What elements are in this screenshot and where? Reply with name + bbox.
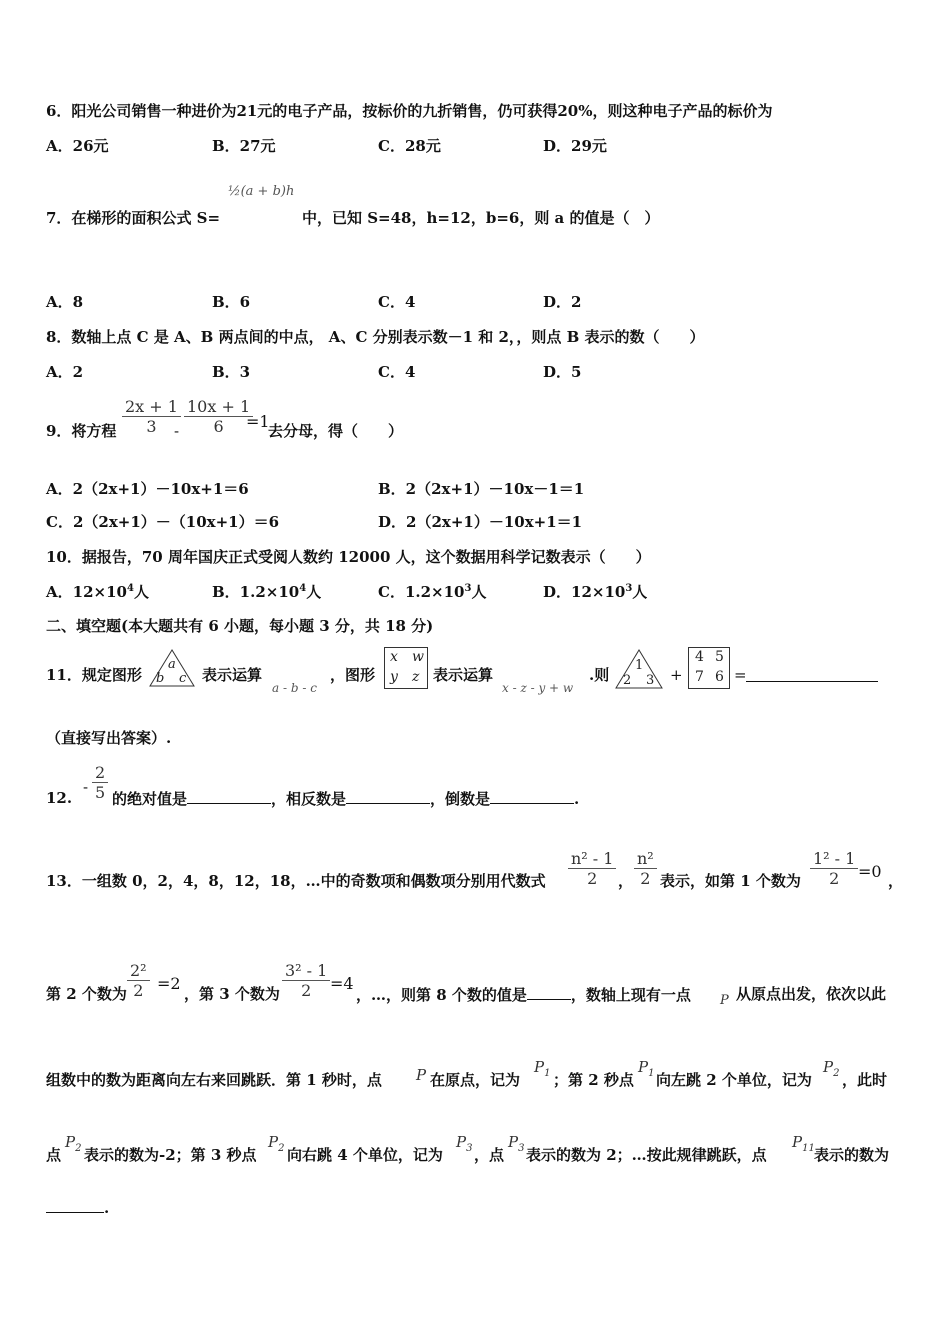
q12-sign: - <box>83 778 89 796</box>
q13-line3-p1b: $P_1$ <box>638 1058 655 1079</box>
tri-c-label: c <box>179 671 187 686</box>
q9-option-d: D．2（2x+1）－10x+1＝1 <box>378 513 583 531</box>
q13-line4-e: 表示的数为 2；…按此规律跳跃，点 <box>526 1146 767 1164</box>
q10-option-c: C．$1.2\times 10^3$人 <box>378 583 487 601</box>
q9-fraction-1 <box>122 397 181 436</box>
q13-line3-p: P <box>416 1066 427 1084</box>
q13-line4-p2: $P_2$ <box>65 1133 82 1154</box>
q12-blank-reciprocal[interactable] <box>490 791 574 804</box>
q13-fraction-first: $\frac{\text{1² - 1}}{2}$ <box>810 849 858 888</box>
q13-line3-p2: $P_2$ <box>823 1058 840 1079</box>
q11-box-4576: 4 5 7 6 <box>688 647 730 689</box>
tri-a-label: a <box>168 657 176 672</box>
q11-pre: 11．规定图形 <box>46 666 142 684</box>
q7-stem-pre: 7．在梯形的面积公式 S= <box>46 209 221 227</box>
q13-blank-8th[interactable] <box>527 987 571 1000</box>
q13-line2-e: 从原点出发，依次以此 <box>736 985 887 1003</box>
q13-line4-f: 表示的数为 <box>814 1146 890 1164</box>
q9-equals: =1 <box>246 412 270 431</box>
q13-line4-p2b: $P_2$ <box>268 1133 285 1154</box>
q11-triangle-123 <box>614 648 664 690</box>
q13-blank-p11[interactable] <box>46 1200 104 1213</box>
q13-line4-d: ，点 <box>474 1146 505 1164</box>
q9-fraction-2-denominator: 6 <box>184 416 253 436</box>
q13-line4-p3b: $P_3$ <box>508 1133 525 1154</box>
q8-option-a: A．2 <box>46 363 84 381</box>
q13-first-eq: =0 <box>858 862 882 881</box>
q12-blank-opposite[interactable] <box>346 791 430 804</box>
q13-fraction-odd: $\frac{\text{n² - 1}}{2}$ <box>568 849 616 888</box>
q13-line3-a: 组数中的数为距离向左右来回跳跃．第 1 秒时，点 <box>46 1071 382 1089</box>
q13-fraction-third: $\frac{\text{3² - 1}}{2}$ <box>282 961 330 1000</box>
q13-second-eq: =2 <box>157 974 181 993</box>
q7-option-b: B．6 <box>212 293 251 311</box>
q13-line3-d: 向左跳 2 个单位，记为 <box>656 1071 812 1089</box>
q13-line2-a: 第 2 个数为 <box>46 985 127 1003</box>
q11-comma: ，图形 <box>330 666 376 684</box>
q13-line4-a: 点 <box>46 1146 62 1164</box>
q6-option-c: C．28元 <box>378 137 441 155</box>
q6-option-b: B．27元 <box>212 137 276 155</box>
q8-option-b: B．3 <box>212 363 251 381</box>
q13-line2-b: ，第 3 个数为 <box>184 985 280 1003</box>
q12-number: 12. <box>46 789 73 807</box>
q11-triangle-abc <box>148 648 196 688</box>
q9-minus: - <box>174 422 180 440</box>
q7-option-c: C．4 <box>378 293 416 311</box>
q8-option-c: C．4 <box>378 363 416 381</box>
q13-sep: ， <box>618 872 634 890</box>
q9-fraction-1-numerator: 2x + 1 <box>125 397 178 416</box>
q10-option-a: A．$12\times 10^4$人 <box>46 583 149 601</box>
q9-stem-pre: 9．将方程 <box>46 422 117 440</box>
q7-stem-post: 中，已知 S=48，h=12，b=6，则 a 的值是（ ） <box>302 209 660 227</box>
q9-option-b: B．2（2x+1）－10x－1＝1 <box>378 480 585 498</box>
tri2-right-label: 3 <box>646 673 655 688</box>
section-2-title: 二、填空题(本大题共有 6 小题，每小题 3 分，共 18 分) <box>46 617 434 635</box>
q12-text: 的绝对值是 ，相反数是 ，倒数是 . <box>112 790 580 808</box>
q11-plus: + <box>670 666 683 684</box>
q9-option-a: A．2（2x+1）－10x+1＝6 <box>46 480 249 498</box>
tri2-top-label: 1 <box>635 658 644 673</box>
q13-line1-pre: 13．一组数 0，2，4，8，12，18，…中的奇数项和偶数项分别用代数式 <box>46 872 546 890</box>
q10-option-d: D．$12\times 10^3$人 <box>543 583 648 601</box>
q6-option-a: A．26元 <box>46 137 109 155</box>
q13-line4-p3: $P_3$ <box>456 1133 473 1154</box>
q13-fraction-even: $\frac{\text{n²}}{2}$ <box>634 849 657 888</box>
q13-line4-p11: $P_{11}$ <box>792 1133 815 1154</box>
q7-option-d: D．2 <box>543 293 582 311</box>
q11-expr2: x - z - y + w <box>502 681 574 695</box>
q13-final: . <box>46 1200 109 1216</box>
q9-fraction-2 <box>184 397 253 436</box>
q12-fraction-denominator: 5 <box>92 782 108 802</box>
q8-stem: 8．数轴上点 C 是 A、B 两点间的中点， A、C 分别表示数－1 和 2，，则点 B 表示的数（ ） <box>46 328 705 346</box>
q11-box-xwyz: x w y z <box>384 647 428 689</box>
q13-line3-c: ；第 2 秒点 <box>553 1071 634 1089</box>
q12-fraction-numerator: 2 <box>95 763 106 782</box>
q13-line4-b: 表示的数为-2；第 3 秒点 <box>84 1146 257 1164</box>
q13-line2-c: ，…，则第 8 个数的值是 ，数轴上现有一点 <box>356 986 691 1004</box>
q13-line4-c: 向右跳 4 个单位，记为 <box>287 1146 443 1164</box>
q12-fraction <box>92 763 108 802</box>
q13-third-eq: =4 <box>330 974 354 993</box>
q13-line3-b: 在原点，记为 <box>430 1071 521 1089</box>
tri2-left-label: 2 <box>623 673 632 688</box>
q11-note: （直接写出答案）. <box>46 729 172 747</box>
q11-op2: 表示运算 <box>433 666 494 684</box>
q6-option-d: D．29元 <box>543 137 607 155</box>
tri-b-label: b <box>156 671 165 686</box>
q6-stem: 6．阳光公司销售一种进价为21元的电子产品，按标价的九折销售，仍可获得20%，则这种电子产品的标价为 <box>46 102 773 120</box>
q10-stem: 10．据报告，70 周年国庆正式受阅人数约 12000 人，这个数据用科学记数表示（ ） <box>46 548 651 566</box>
q13-line1-mid: 表示，如第 1 个数为 <box>660 872 801 890</box>
q12-blank-abs[interactable] <box>187 791 271 804</box>
q9-fraction-1-denominator: 3 <box>122 416 181 436</box>
q13-fraction-second: $\frac{\text{2²}}{2}$ <box>127 961 150 1000</box>
q9-option-c: C．2（2x+1）－（10x+1）＝6 <box>46 513 280 531</box>
q8-option-d: D．5 <box>543 363 582 381</box>
q13-line3-e: ，此时 <box>842 1071 888 1089</box>
q13-line3-p1: $P_1$ <box>534 1058 551 1079</box>
q10-option-b: B．$1.2\times 10^4$人 <box>212 583 322 601</box>
q11-op1: 表示运算 <box>202 666 263 684</box>
q7-option-a: A．8 <box>46 293 84 311</box>
q9-fraction-2-numerator: 10x + 1 <box>187 397 251 416</box>
q13-line1-end: ， <box>888 872 904 890</box>
q11-equals: = <box>734 666 747 684</box>
q13-p-italic: P <box>720 993 729 1008</box>
q11-answer-blank[interactable] <box>746 681 878 682</box>
q7-formula-image: ½(a + b)h <box>228 184 295 199</box>
q11-expr1: a - b - c <box>272 681 317 695</box>
q9-stem-post: 去分母，得（ ） <box>268 422 404 440</box>
q11-then: .则 <box>589 666 610 684</box>
